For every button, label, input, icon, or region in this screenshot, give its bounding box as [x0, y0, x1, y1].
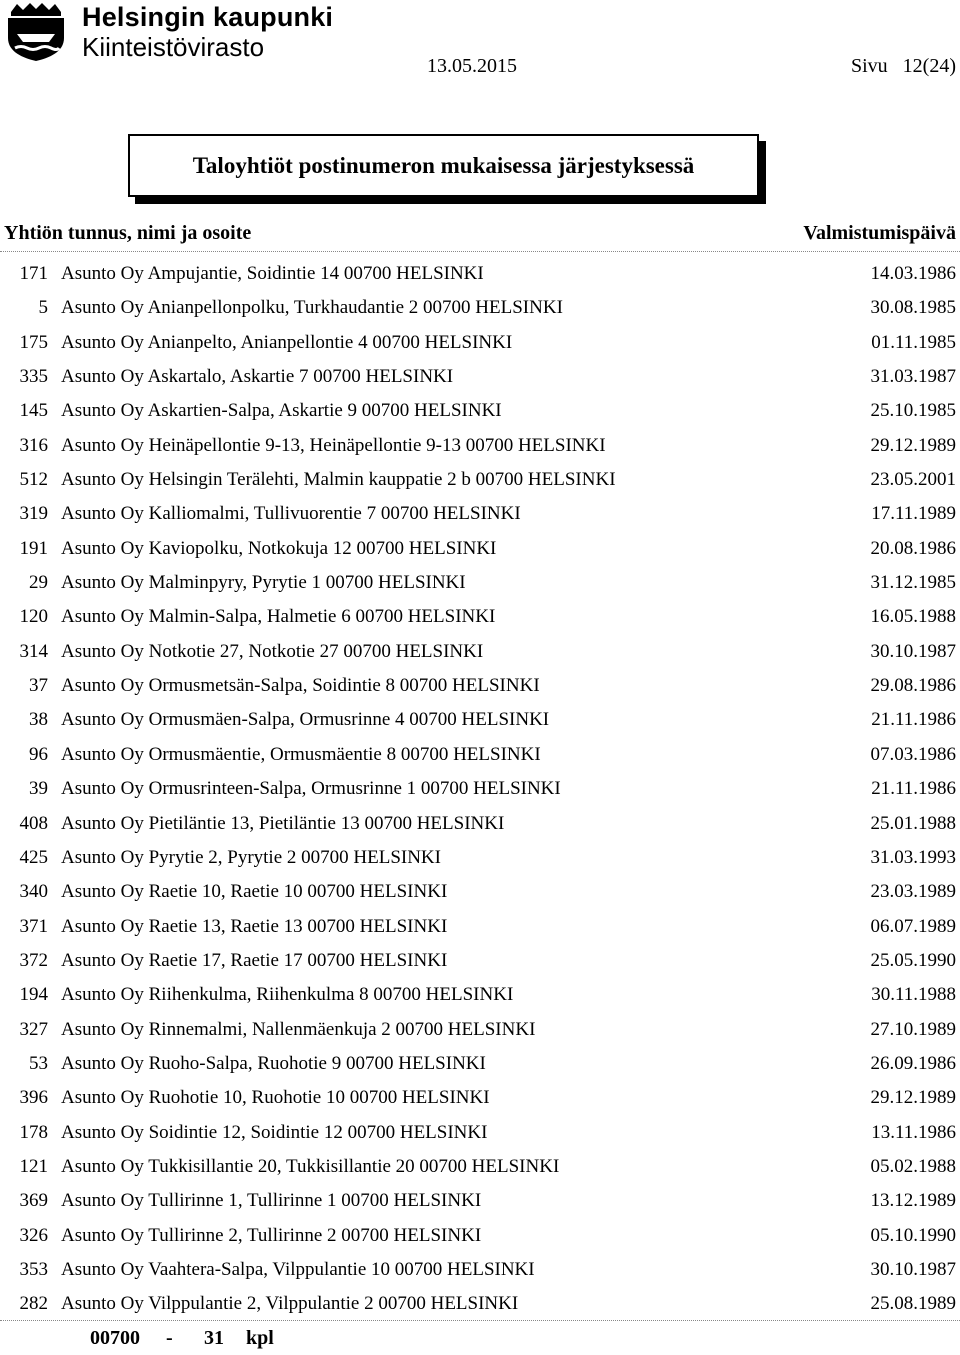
completion-date: 30.11.1988: [871, 984, 956, 1006]
company-id: 371: [19, 915, 48, 937]
list-item: [0, 497, 960, 531]
list-item: [0, 1287, 960, 1321]
completion-date: 31.12.1985: [870, 572, 956, 594]
list-item: [0, 257, 960, 291]
list-item: [0, 738, 960, 772]
company-id: 282: [19, 1293, 48, 1315]
completion-date: 31.03.1987: [870, 366, 956, 388]
completion-date: 13.12.1989: [870, 1190, 956, 1212]
company-id: 353: [19, 1258, 48, 1280]
company-name-address: Asunto Oy Heinäpellontie 9-13, Heinäpellontie 9-13 00700 HELSINKI: [61, 434, 606, 456]
list-item: [0, 1116, 960, 1150]
report-date: 13.05.2015: [427, 55, 517, 77]
summary-count: 31: [204, 1327, 224, 1349]
company-id: 178: [19, 1121, 48, 1143]
company-name-address: Asunto Oy Ormusmetsän-Salpa, Soidintie 8 00700 HELSINKI: [61, 675, 540, 697]
company-name-address: Asunto Oy Malminpyry, Pyrytie 1 00700 HELSINKI: [61, 572, 466, 594]
company-id: 314: [19, 640, 48, 662]
summary-unit: kpl: [246, 1327, 274, 1349]
company-id: 408: [19, 812, 48, 834]
company-id: 326: [19, 1224, 48, 1246]
company-name-address: Asunto Oy Raetie 17, Raetie 17 00700 HELSINKI: [61, 949, 448, 971]
list-item: [0, 1081, 960, 1115]
completion-date: 06.07.1989: [870, 915, 956, 937]
list-item: [0, 978, 960, 1012]
company-name-address: Asunto Oy Ruohotie 10, Ruohotie 10 00700 HELSINKI: [61, 1087, 490, 1109]
list-item: [0, 532, 960, 566]
list-item: [0, 291, 960, 325]
completion-date: 29.12.1989: [870, 1087, 956, 1109]
company-id: 5: [38, 297, 48, 319]
list-item: [0, 875, 960, 909]
list-item: [0, 429, 960, 463]
page-number: Sivu 12(24): [851, 55, 956, 77]
completion-date: 25.01.1988: [870, 812, 956, 834]
company-name-address: Asunto Oy Raetie 10, Raetie 10 00700 HELSINKI: [61, 881, 448, 903]
summary-postcode: 00700: [90, 1327, 140, 1349]
list-item: [0, 944, 960, 978]
company-id: 316: [19, 434, 48, 456]
company-id: 396: [19, 1087, 48, 1109]
company-id: 120: [19, 606, 48, 628]
company-name-address: Asunto Oy Rinnemalmi, Nallenmäenkuja 2 00700 HELSINKI: [61, 1018, 536, 1040]
company-name-address: Asunto Oy Tullirinne 2, Tullirinne 2 00700 HELSINKI: [61, 1224, 482, 1246]
company-name-address: Asunto Oy Ruoho-Salpa, Ruohotie 9 00700 HELSINKI: [61, 1052, 486, 1074]
company-id: 191: [19, 537, 48, 559]
list-item: [0, 772, 960, 806]
company-name-address: Asunto Oy Helsingin Terälehti, Malmin kauppatie 2 b 00700 HELSINKI: [61, 469, 616, 491]
list-item: [0, 1150, 960, 1184]
company-name-address: Asunto Oy Anianpelto, Anianpellontie 4 00700 HELSINKI: [61, 331, 513, 353]
completion-date: 16.05.1988: [870, 606, 956, 628]
company-name-address: Asunto Oy Tukkisillantie 20, Tukkisillantie 20 00700 HELSINKI: [61, 1155, 560, 1177]
completion-date: 05.02.1988: [870, 1155, 956, 1177]
completion-date: 30.08.1985: [870, 297, 956, 319]
company-id: 425: [19, 846, 48, 868]
summary-dash: -: [166, 1327, 173, 1349]
completion-date: 26.09.1986: [870, 1052, 956, 1074]
footer-divider: [0, 1320, 960, 1321]
list-item: [0, 635, 960, 669]
list-item: [0, 463, 960, 497]
company-name-address: Asunto Oy Askartalo, Askartie 7 00700 HELSINKI: [61, 366, 454, 388]
completion-date: 31.03.1993: [870, 846, 956, 868]
list-item: [0, 669, 960, 703]
company-name-address: Asunto Oy Kalliomalmi, Tullivuorentie 7 00700 HELSINKI: [61, 503, 521, 525]
completion-date: 01.11.1985: [871, 331, 956, 353]
company-id: 335: [19, 366, 48, 388]
company-name-address: Asunto Oy Ampujantie, Soidintie 14 00700 HELSINKI: [61, 263, 484, 284]
company-name-address: Asunto Oy Soidintie 12, Soidintie 12 00700 HELSINKI: [61, 1121, 488, 1143]
list-item: [0, 807, 960, 841]
completion-date: 23.03.1989: [870, 881, 956, 903]
completion-date: 25.08.1989: [870, 1293, 956, 1315]
completion-date: 29.08.1986: [870, 675, 956, 697]
company-id: 39: [29, 778, 48, 800]
company-name-address: Asunto Oy Pyrytie 2, Pyrytie 2 00700 HELSINKI: [61, 846, 441, 868]
completion-date: 30.10.1987: [870, 1258, 956, 1280]
company-id: 512: [19, 469, 48, 491]
list-item: [0, 841, 960, 875]
list-item: [0, 1253, 960, 1287]
company-id: 175: [19, 331, 48, 353]
company-id: 369: [19, 1190, 48, 1212]
organization-name: [82, 4, 333, 60]
company-name-address: Asunto Oy Ormusmäen-Salpa, Ormusrinne 4 00700 HELSINKI: [61, 709, 550, 731]
company-id: 38: [29, 709, 48, 731]
completion-date: 07.03.1986: [870, 743, 956, 765]
completion-date: 20.08.1986: [870, 537, 956, 559]
completion-date: 25.05.1990: [870, 949, 956, 971]
company-id: 37: [29, 675, 48, 697]
list-item: [0, 910, 960, 944]
list-item: [0, 326, 960, 360]
company-name-address: Asunto Oy Kaviopolku, Notkokuja 12 00700 HELSINKI: [61, 537, 497, 559]
completion-date: 14.03.1986: [870, 263, 956, 284]
completion-date: 21.11.1986: [871, 778, 956, 800]
company-name-address: Asunto Oy Tullirinne 1, Tullirinne 1 00700 HELSINKI: [61, 1190, 482, 1212]
company-id: 171: [19, 263, 48, 284]
completion-date: 29.12.1989: [870, 434, 956, 456]
completion-date: 27.10.1989: [870, 1018, 956, 1040]
company-id: 53: [29, 1052, 48, 1074]
company-name-address: Asunto Oy Askartien-Salpa, Askartie 9 00700 HELSINKI: [61, 400, 502, 422]
page-title: Taloyhtiöt postinumeron mukaisessa järjestyksessä: [192, 152, 695, 178]
company-id: 145: [19, 400, 48, 422]
list-item: [0, 566, 960, 600]
company-name-address: Asunto Oy Vilppulantie 2, Vilppulantie 2 00700 HELSINKI: [61, 1293, 519, 1315]
company-name-address: Asunto Oy Malmin-Salpa, Halmetie 6 00700 HELSINKI: [61, 606, 496, 628]
list-item: [0, 394, 960, 428]
completion-date: 30.10.1987: [870, 640, 956, 662]
company-name-address: Asunto Oy Ormusmäentie, Ormusmäentie 8 00700 HELSINKI: [61, 743, 541, 765]
helsinki-crest-icon: [3, 2, 69, 62]
company-name-address: Asunto Oy Anianpellonpolku, Turkhaudantie 2 00700 HELSINKI: [61, 297, 563, 319]
title-box: [128, 134, 759, 197]
column-header-company: Yhtiön tunnus, nimi ja osoite: [4, 222, 252, 244]
column-header-completion-date: Valmistumispäivä: [803, 222, 956, 244]
list-item: [0, 360, 960, 394]
list-item: [0, 1013, 960, 1047]
completion-date: 17.11.1989: [871, 503, 956, 525]
company-name-address: Asunto Oy Ormusrinteen-Salpa, Ormusrinne 1 00700 HELSINKI: [61, 778, 561, 800]
company-id: 340: [19, 881, 48, 903]
list-item: [0, 1047, 960, 1081]
company-name-address: Asunto Oy Vaahtera-Salpa, Vilppulantie 10 00700 HELSINKI: [61, 1258, 535, 1280]
company-name-address: Asunto Oy Raetie 13, Raetie 13 00700 HELSINKI: [61, 915, 448, 937]
company-name-address: Asunto Oy Pietiläntie 13, Pietiläntie 13 00700 HELSINKI: [61, 812, 505, 834]
company-id: 96: [29, 743, 48, 765]
org-line-2: Kiinteistövirasto: [82, 32, 265, 62]
list-item: [0, 1219, 960, 1253]
header-divider: [0, 251, 960, 252]
list-item: [0, 703, 960, 737]
completion-date: 25.10.1985: [870, 400, 956, 422]
company-id: 121: [19, 1155, 48, 1177]
company-name-address: Asunto Oy Notkotie 27, Notkotie 27 00700 HELSINKI: [61, 640, 484, 662]
company-id: 319: [19, 503, 48, 525]
company-list: [0, 257, 960, 1322]
company-id: 194: [19, 984, 48, 1006]
list-item: [0, 1184, 960, 1218]
completion-date: 23.05.2001: [870, 469, 956, 491]
org-line-1: Helsingin kaupunki: [82, 2, 334, 32]
list-item: [0, 600, 960, 634]
company-id: 29: [29, 572, 48, 594]
completion-date: 21.11.1986: [871, 709, 956, 731]
company-id: 372: [19, 949, 48, 971]
company-id: 327: [19, 1018, 48, 1040]
completion-date: 13.11.1986: [871, 1121, 956, 1143]
company-name-address: Asunto Oy Riihenkulma, Riihenkulma 8 00700 HELSINKI: [61, 984, 514, 1006]
completion-date: 05.10.1990: [870, 1224, 956, 1246]
